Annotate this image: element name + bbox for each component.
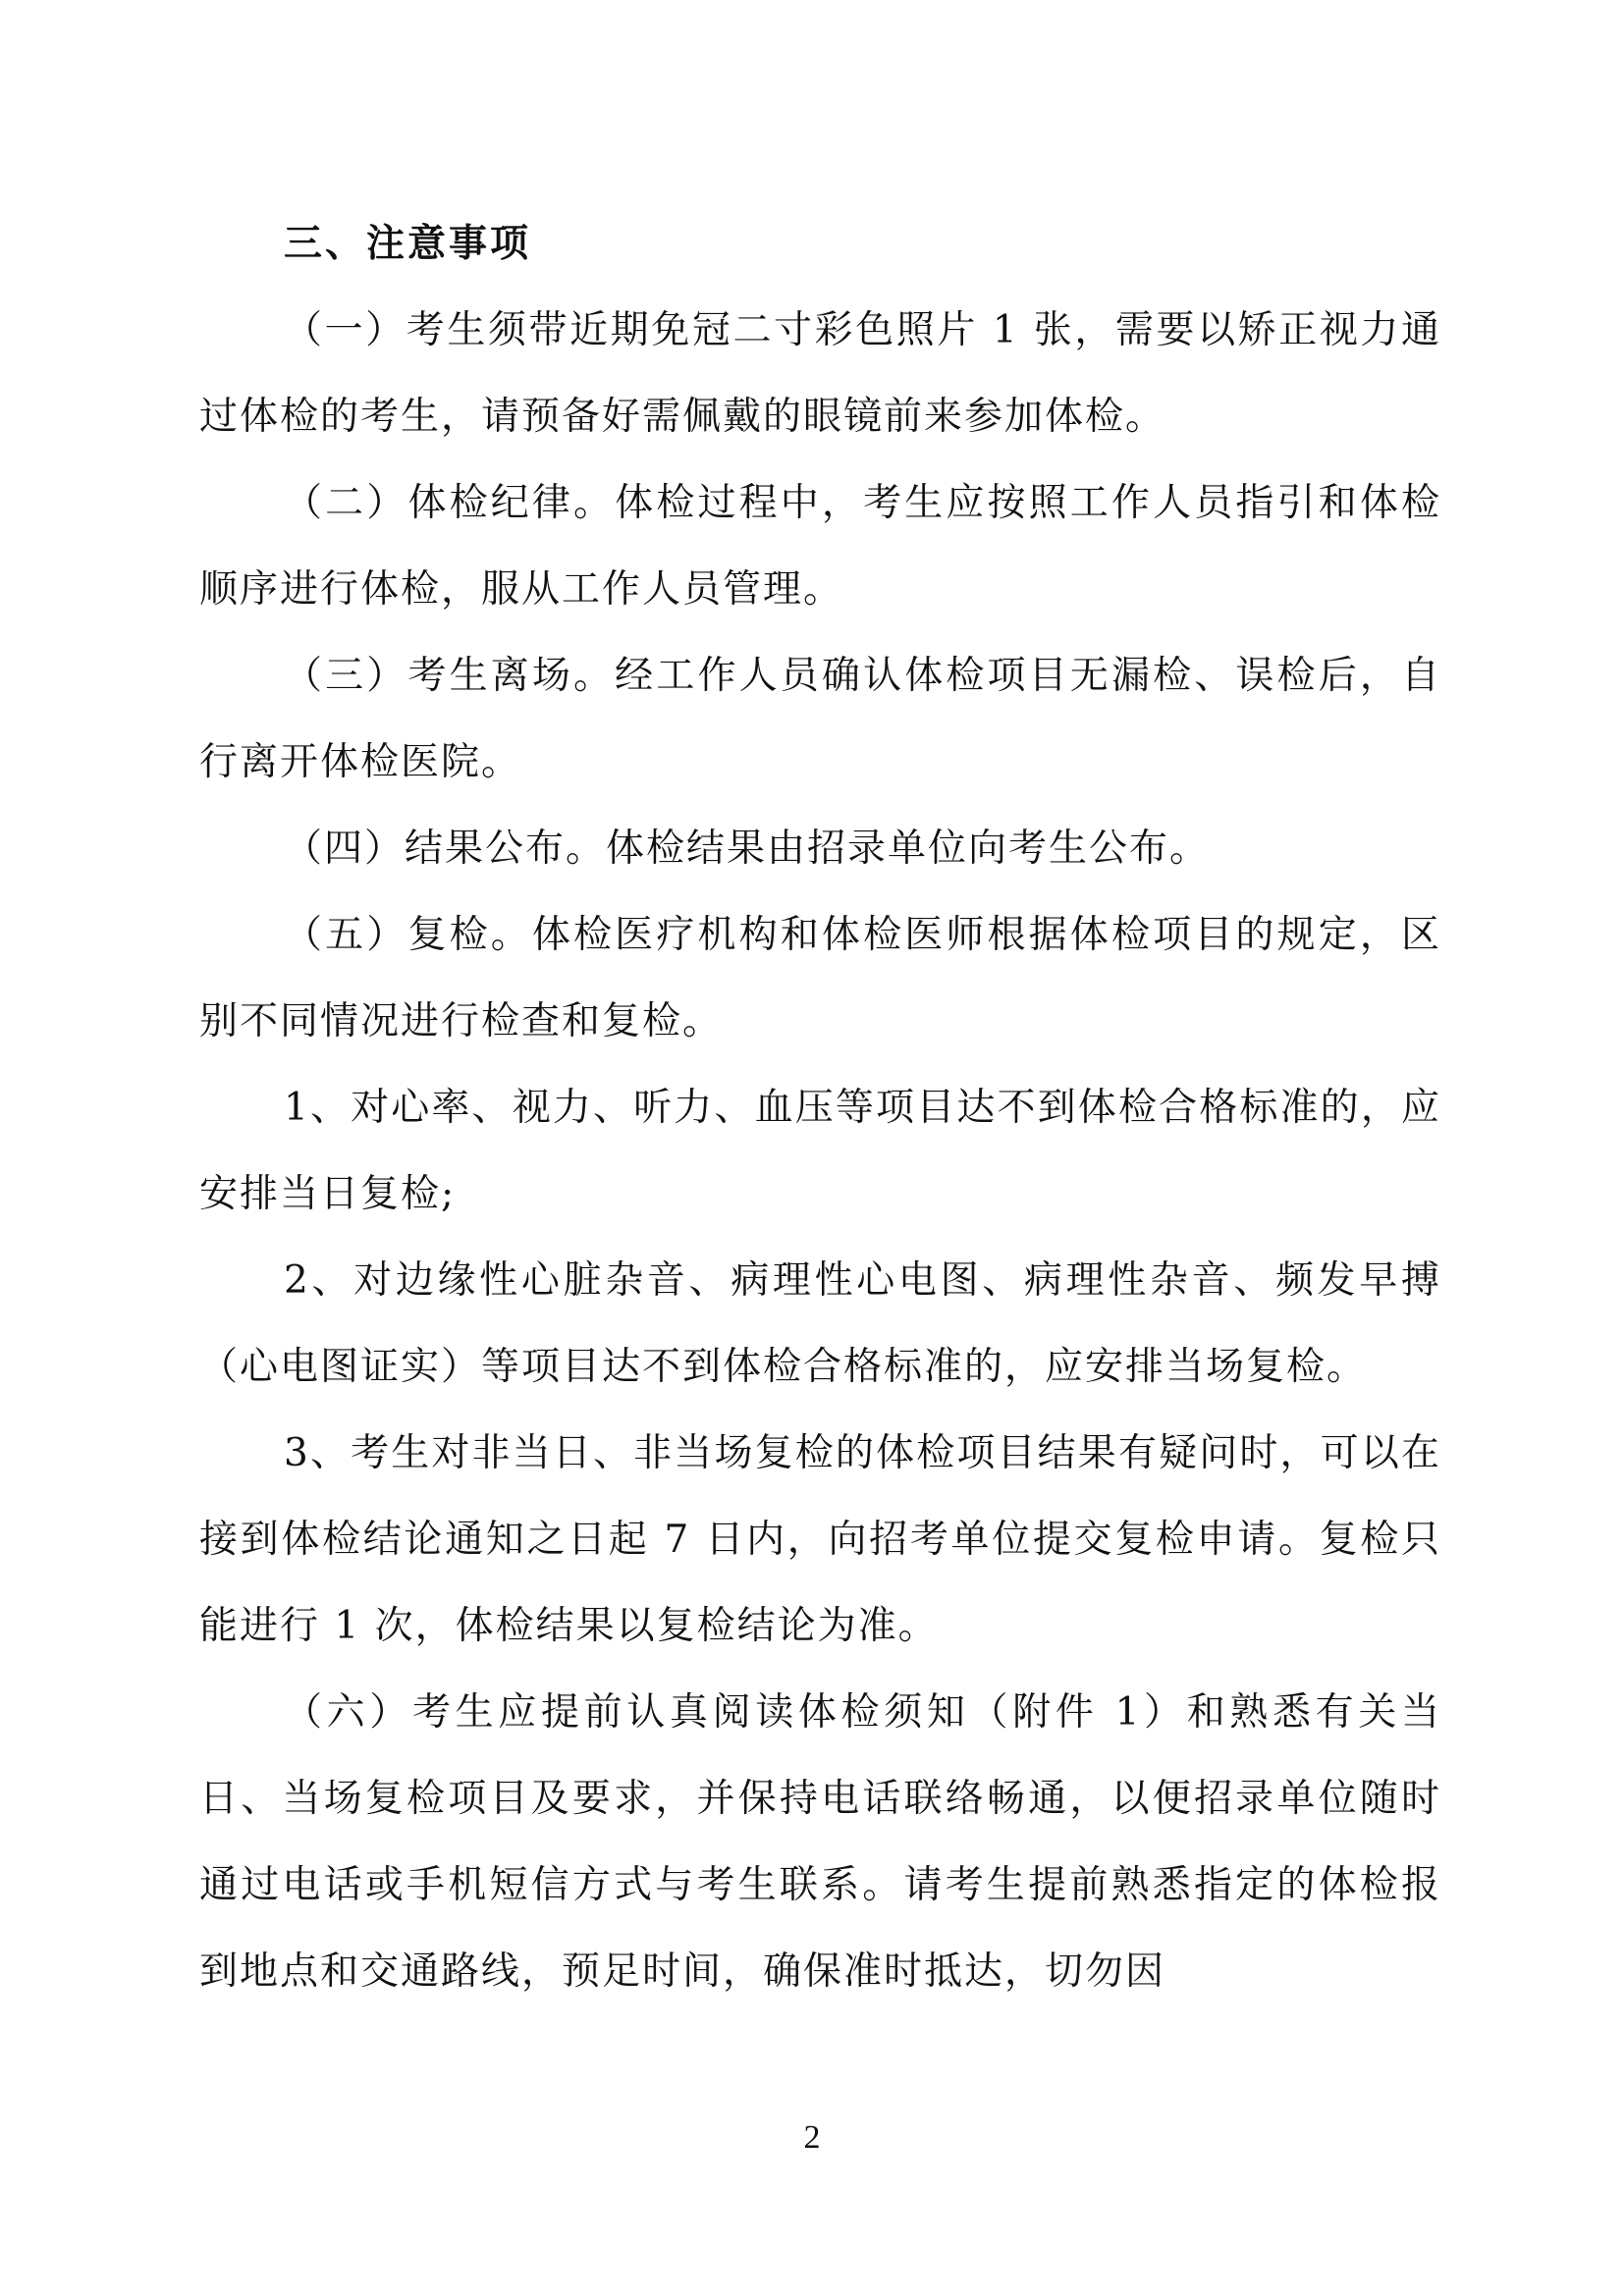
- paragraph-leaving-venue: （三）考生离场。经工作人员确认体检项目无漏检、误检后，自行离开体检医院。: [199, 654, 1441, 784]
- document-body: [199, 201, 1441, 2015]
- paragraph-photo-requirement: （一）考生须带近期免冠二寸彩色照片 1 张，需要以矫正视力通过体检的考生，请预备好需佩戴的眼镜前来参加体检。: [199, 308, 1441, 439]
- paragraph-re-examination: （五）复检。体检医疗机构和体检医师根据体检项目的规定，区别不同情况进行检查和复检。: [199, 913, 1441, 1043]
- paragraph-same-day-recheck: 1、对心率、视力、听力、血压等项目达不到体检合格标准的，应安排当日复检;: [199, 1086, 1441, 1216]
- paragraph-result-announcement: （四）结果公布。体检结果由招录单位向考生公布。: [284, 827, 1211, 871]
- paragraph-recheck-application: 3、考生对非当日、非当场复检的体检项目结果有疑问时，可以在接到体检结论通知之日起 7 日内，向招考单位提交复检申请。复检只能进行 1 次，体检结果以复检结论为准。: [199, 1431, 1441, 1648]
- page-number: 2: [803, 2119, 821, 2156]
- paragraph-on-site-recheck: 2、对边缘性心脏杂音、病理性心电图、病理性杂音、频发早搏（心电图证实）等项目达不到体检合格标准的，应安排当场复检。: [199, 1258, 1441, 1389]
- section-heading: 三、注意事项: [284, 222, 532, 266]
- paragraph-exam-discipline: （二）体检纪律。体检过程中，考生应按照工作人员指引和体检顺序进行体检，服从工作人员管理。: [199, 481, 1441, 612]
- paragraph-candidate-preparation: （六）考生应提前认真阅读体检须知（附件 1）和熟悉有关当日、当场复检项目及要求，并保持电话联络畅通，以便招录单位随时通过电话或手机短信方式与考生联系。请考生提前熟悉指定的体检报到地点和交通路线，预足时间，确保准时抵达，切勿因: [199, 1690, 1441, 1994]
